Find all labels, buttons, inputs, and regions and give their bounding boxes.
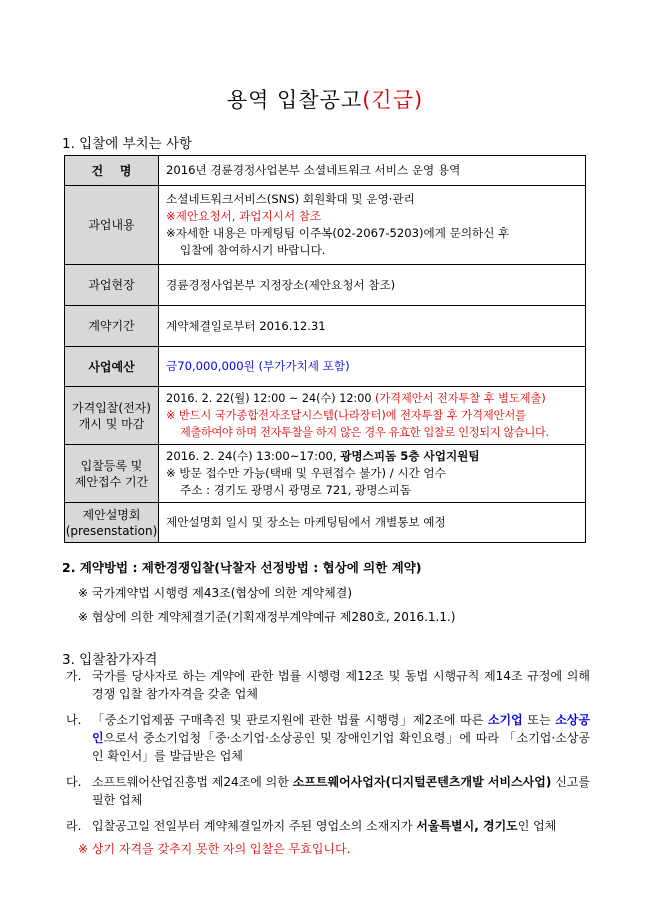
qualification-da <box>66 773 590 809</box>
na-small-business: 소기업 <box>487 713 523 727</box>
price-bid-warning-1: ※ 반드시 국가종합전자조달시스템(나라장터)에 전자투찰 후 가격제안서를 <box>166 409 527 422</box>
qualification-ga <box>66 667 590 703</box>
value-name: 2016년 경륜경정사업본부 소셜네트워크 서비스 운영 용역 <box>159 156 586 186</box>
price-bid-date: 2016. 2. 22(월) 12:00 ~ 24(수) 12:00 <box>166 392 375 405</box>
scope-line-2: ※제안요청서, 과업지시서 참조 <box>166 209 322 223</box>
da-software-business: 소프트웨어사업자(디지털콘텐츠개발 서비스사업) <box>292 775 552 789</box>
label-presentation <box>65 503 159 543</box>
scope-line-1: 소셜네트워크서비스(SNS) 회원확대 및 운영·관리 <box>166 192 415 206</box>
urgent-label: (긴급) <box>362 88 424 112</box>
scope-line-4: 입찰에 참여하시기 바랍니다. <box>180 243 326 257</box>
title-text: 용역 입찰공고 <box>226 88 363 112</box>
registration-place: 광명스피돔 5층 사업지원팀 <box>340 449 480 463</box>
na-small-merchant: 소상공인 <box>92 713 590 745</box>
label-registration-1: 입찰등록 및 <box>80 458 143 473</box>
ra-part-2: 인 업체 <box>517 819 557 833</box>
marker-na: 나. <box>66 713 82 727</box>
text-da <box>92 773 590 809</box>
row-price-bid <box>65 387 586 445</box>
value-budget: 금70,000,000원 (부가가치세 포함) <box>159 347 586 387</box>
text-ra <box>92 817 590 835</box>
contract-basis-1: ※ 국가계약법 시행령 제43조(협상에 의한 계약체결) <box>78 586 353 600</box>
registration-address: 주소 : 경기도 광명시 광명로 721, 광명스피돔 <box>180 483 412 497</box>
section-3-heading: 3. 입찰참가자격 <box>62 652 158 668</box>
row-name <box>65 156 586 186</box>
na-part-1: 「중소기업제품 구매촉진 및 판로지원에 관한 법률 시행령」제2조에 따른 <box>92 713 488 727</box>
label-price-bid <box>65 387 159 445</box>
marker-da: 다. <box>66 775 82 789</box>
marker-ra: 라. <box>66 819 82 833</box>
label-site: 과업현장 <box>65 265 159 306</box>
row-scope <box>65 186 586 265</box>
row-site <box>65 265 586 306</box>
label-name: 건 명 <box>65 156 159 186</box>
label-scope: 과업내용 <box>65 186 159 265</box>
row-period <box>65 306 586 347</box>
na-part-2: 또는 <box>522 713 556 727</box>
ra-part-1: 입찰공고일 전일부터 계약체결일까지 주된 영업소의 소재지가 <box>92 819 417 833</box>
label-registration-2: 제안접수 기간 <box>74 474 149 489</box>
value-price-bid <box>159 387 586 445</box>
label-registration <box>65 445 159 503</box>
price-bid-warning-2: 제출하여야 하며 전자투찰을 하지 않은 경우 유효한 입찰로 인정되지 않습니다. <box>180 426 549 439</box>
da-part-2: 신고를 필한 업체 <box>92 775 590 807</box>
label-presentation-2: (presenstation) <box>65 523 158 538</box>
scope-line-3: ※자세한 내용은 마케팅팀 이주복(02-2067-5203)에게 문의하신 후 <box>166 226 510 240</box>
text-ga: 국가를 당사자로 하는 계약에 관한 법률 시행령 제12조 및 동법 시행규칙 제14조 규정에 의해 경쟁 입찰 참가자격을 갖춘 업체 <box>92 669 590 701</box>
qualification-na <box>66 711 590 765</box>
row-budget <box>65 347 586 387</box>
row-presentation <box>65 503 586 543</box>
contract-basis-2: ※ 협상에 의한 계약체결기준(기획재정부계약예규 제280호, 2016.1.1.) <box>78 610 456 624</box>
bid-info-table <box>64 155 586 543</box>
page-title <box>0 84 650 114</box>
marker-ga: 가. <box>66 669 82 683</box>
na-part-3: 으로서 중소기업청「중·소기업·소상공인 및 장애인기업 확인요령」에 따라 「소기업·소상공인 확인서」를 발급받은 업체 <box>92 731 590 763</box>
text-na <box>92 711 590 765</box>
registration-date: 2016. 2. 24(수) 13:00~17:00, <box>166 449 341 463</box>
da-part-1: 소프트웨어산업진흥법 제24조에 의한 <box>92 775 293 789</box>
value-registration <box>159 445 586 503</box>
label-price-bid-2: 개시 및 마감 <box>78 416 145 431</box>
value-scope <box>159 186 586 265</box>
value-site: 경륜경정사업본부 지정장소(제안요청서 참조) <box>159 265 586 306</box>
label-budget: 사업예산 <box>65 347 159 387</box>
price-bid-note: (가격제안서 전자투찰 후 별도제출) <box>375 392 546 405</box>
section-1-heading: 1. 입찰에 부치는 사항 <box>62 136 193 152</box>
section-2-heading: 2. 계약방법 : 제한경쟁입찰(낙찰자 선정방법 : 협상에 의한 계약) <box>62 560 422 575</box>
label-price-bid-1: 가격입찰(전자) <box>72 400 151 415</box>
row-registration <box>65 445 586 503</box>
ra-regions: 서울특별시, 경기도 <box>416 819 518 833</box>
label-presentation-1: 제안설명회 <box>82 507 141 522</box>
qualification-ra <box>66 817 590 835</box>
value-period: 계약체결일로부터 2016.12.31 <box>159 306 586 347</box>
label-period: 계약기간 <box>65 306 159 347</box>
value-presentation: 제안설명회 일시 및 장소는 마케팅팀에서 개별통보 예정 <box>159 503 586 543</box>
invalid-bid-note: ※ 상기 자격을 갖추지 못한 자의 입찰은 무효입니다. <box>78 842 351 856</box>
registration-note: ※ 방문 접수만 가능(택배 및 우편접수 불가) / 시간 엄수 <box>166 466 446 480</box>
